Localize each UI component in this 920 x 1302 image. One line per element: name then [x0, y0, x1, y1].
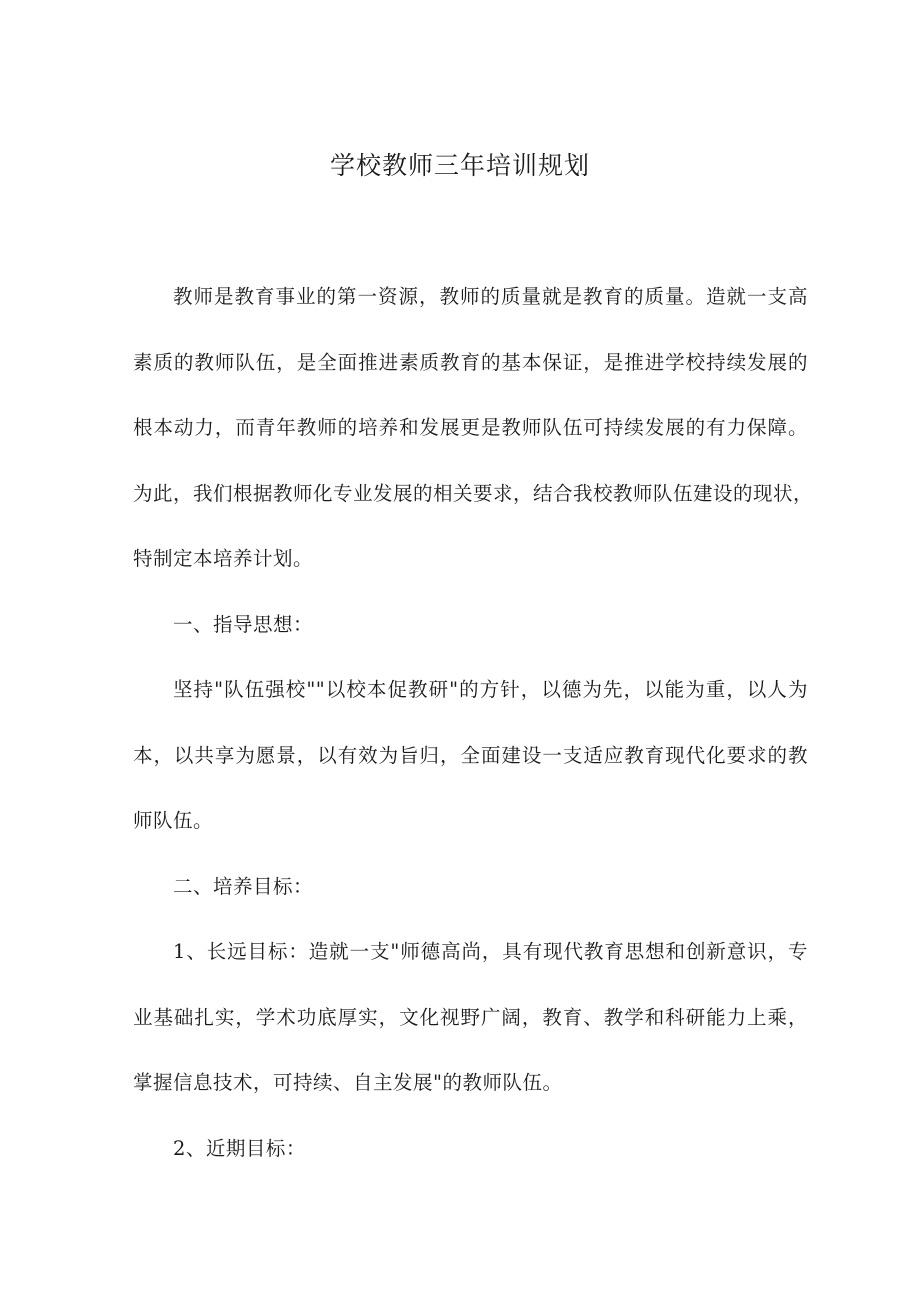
body-line: 教师是教育事业的第一资源，教师的质量就是教育的质量。造就一支高	[173, 285, 808, 308]
body-line: 特制定本培养计划。	[133, 547, 314, 570]
body-line: 一、指导思想：	[173, 612, 314, 636]
body-line: 二、培养目标：	[173, 874, 314, 898]
body-line: 为此，我们根据教师化专业发展的相关要求，结合我校教师队伍建设的现状，	[133, 481, 814, 505]
body-line: 业基础扎实，学术功底厚实，文化视野广阔，教育、教学和科研能力上乘，	[133, 1005, 808, 1029]
document-title: 学校教师三年培训规划	[329, 151, 590, 180]
body-line: 坚持"队伍强校""以校本促教研"的方针，以德为先，以能为重，以人为	[173, 678, 808, 701]
body-line: 掌握信息技术，可持续、自主发展"的教师队伍。	[133, 1071, 563, 1094]
body-line: 师队伍。	[133, 809, 214, 832]
body-line: 1、长远目标：造就一支"师德高尚，具有现代教育思想和创新意识，专	[173, 940, 808, 963]
body-line: 根本动力，而青年教师的培养和发展更是教师队伍可持续发展的有力保障。	[133, 416, 808, 439]
document-body	[133, 264, 814, 1181]
body-line: 本，以共享为愿景，以有效为旨归，全面建设一支适应教育现代化要求的教	[133, 743, 808, 767]
body-line: 2、近期目标：	[173, 1136, 306, 1160]
body-line: 素质的教师队伍，是全面推进素质教育的基本保证，是推进学校持续发展的	[133, 350, 808, 374]
